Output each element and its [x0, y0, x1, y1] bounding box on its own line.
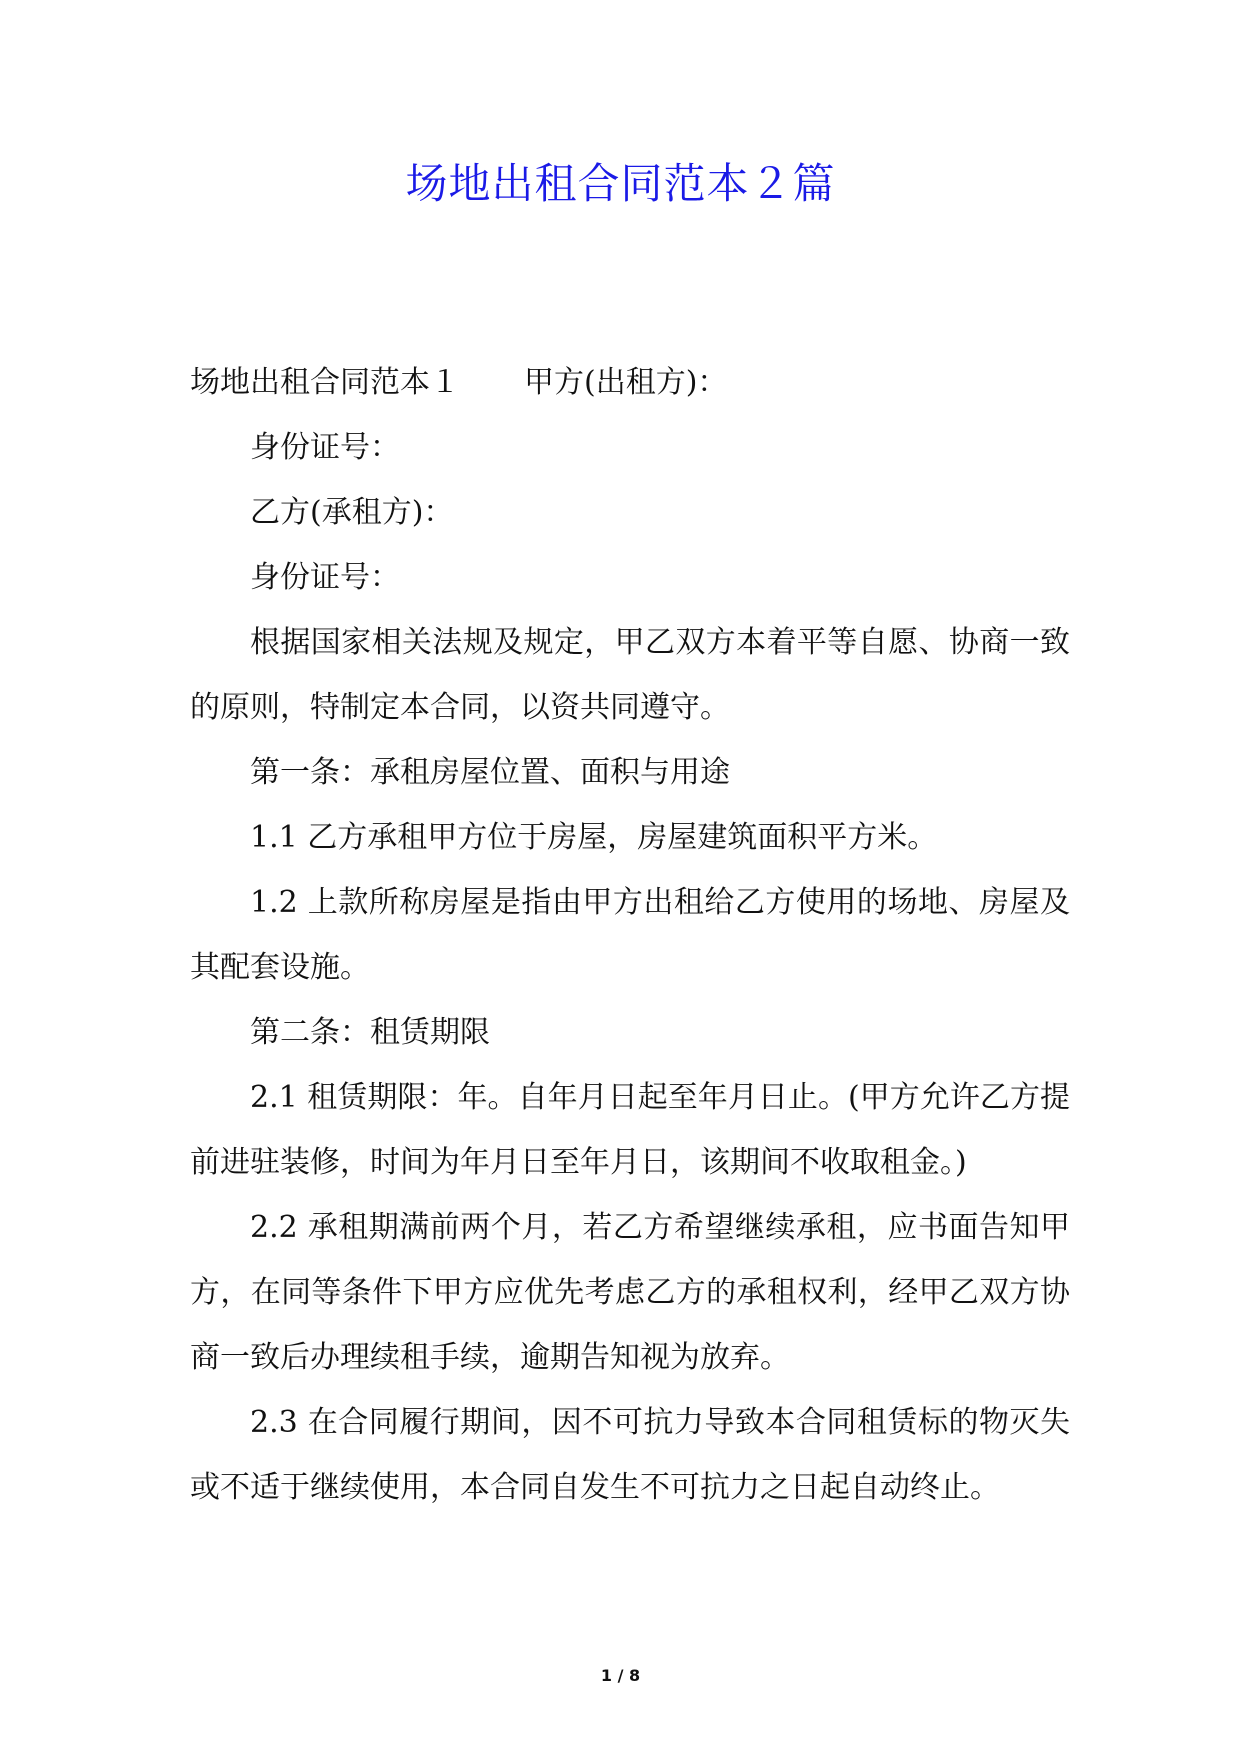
paragraph: 2.2 承租期满前两个月，若乙方希望继续承租，应书面告知甲方，在同等条件下甲方应优先考虑乙方的承租权利，经甲乙双方协商一致后办理续租手续，逾期告知视为放弃。 — [190, 1210, 1070, 1375]
paragraph: 乙方(承租方)： — [250, 495, 454, 530]
party-a-label: 甲方(出租方)： — [524, 365, 728, 400]
paragraph: 1.2 上款所称房屋是指由甲方出租给乙方使用的场地、房屋及其配套设施。 — [190, 885, 1070, 985]
document-body — [190, 350, 1070, 1520]
paragraph: 身份证号： — [250, 430, 400, 465]
paragraph: 1.1 乙方承租甲方位于房屋，房屋建筑面积平方米。 — [250, 820, 938, 855]
paragraph: 2.3 在合同履行期间，因不可抗力导致本合同租赁标的物灭失或不适于继续使用，本合同自发生不可抗力之日起自动终止。 — [190, 1405, 1070, 1505]
paragraph: 第二条：租赁期限 — [250, 1015, 490, 1050]
paragraph: 2.1 租赁期限：年。自年月日起至年月日止。(甲方允许乙方提前进驻装修，时间为年月日至年月日，该期间不收取租金。) — [190, 1080, 1070, 1180]
paragraph: 第一条：承租房屋位置、面积与用途 — [250, 755, 730, 790]
paragraph: 根据国家相关法规及规定，甲乙双方本着平等自愿、协商一致的原则，特制定本合同，以资共同遵守。 — [190, 625, 1070, 725]
page-indicator: 1 / 8 — [600, 1666, 641, 1685]
contract-heading-line — [190, 350, 1070, 415]
contract-subtitle: 场地出租合同范本１ — [190, 365, 460, 400]
document-title: 场地出租合同范本２篇 — [405, 159, 836, 208]
paragraph: 身份证号： — [250, 560, 400, 595]
